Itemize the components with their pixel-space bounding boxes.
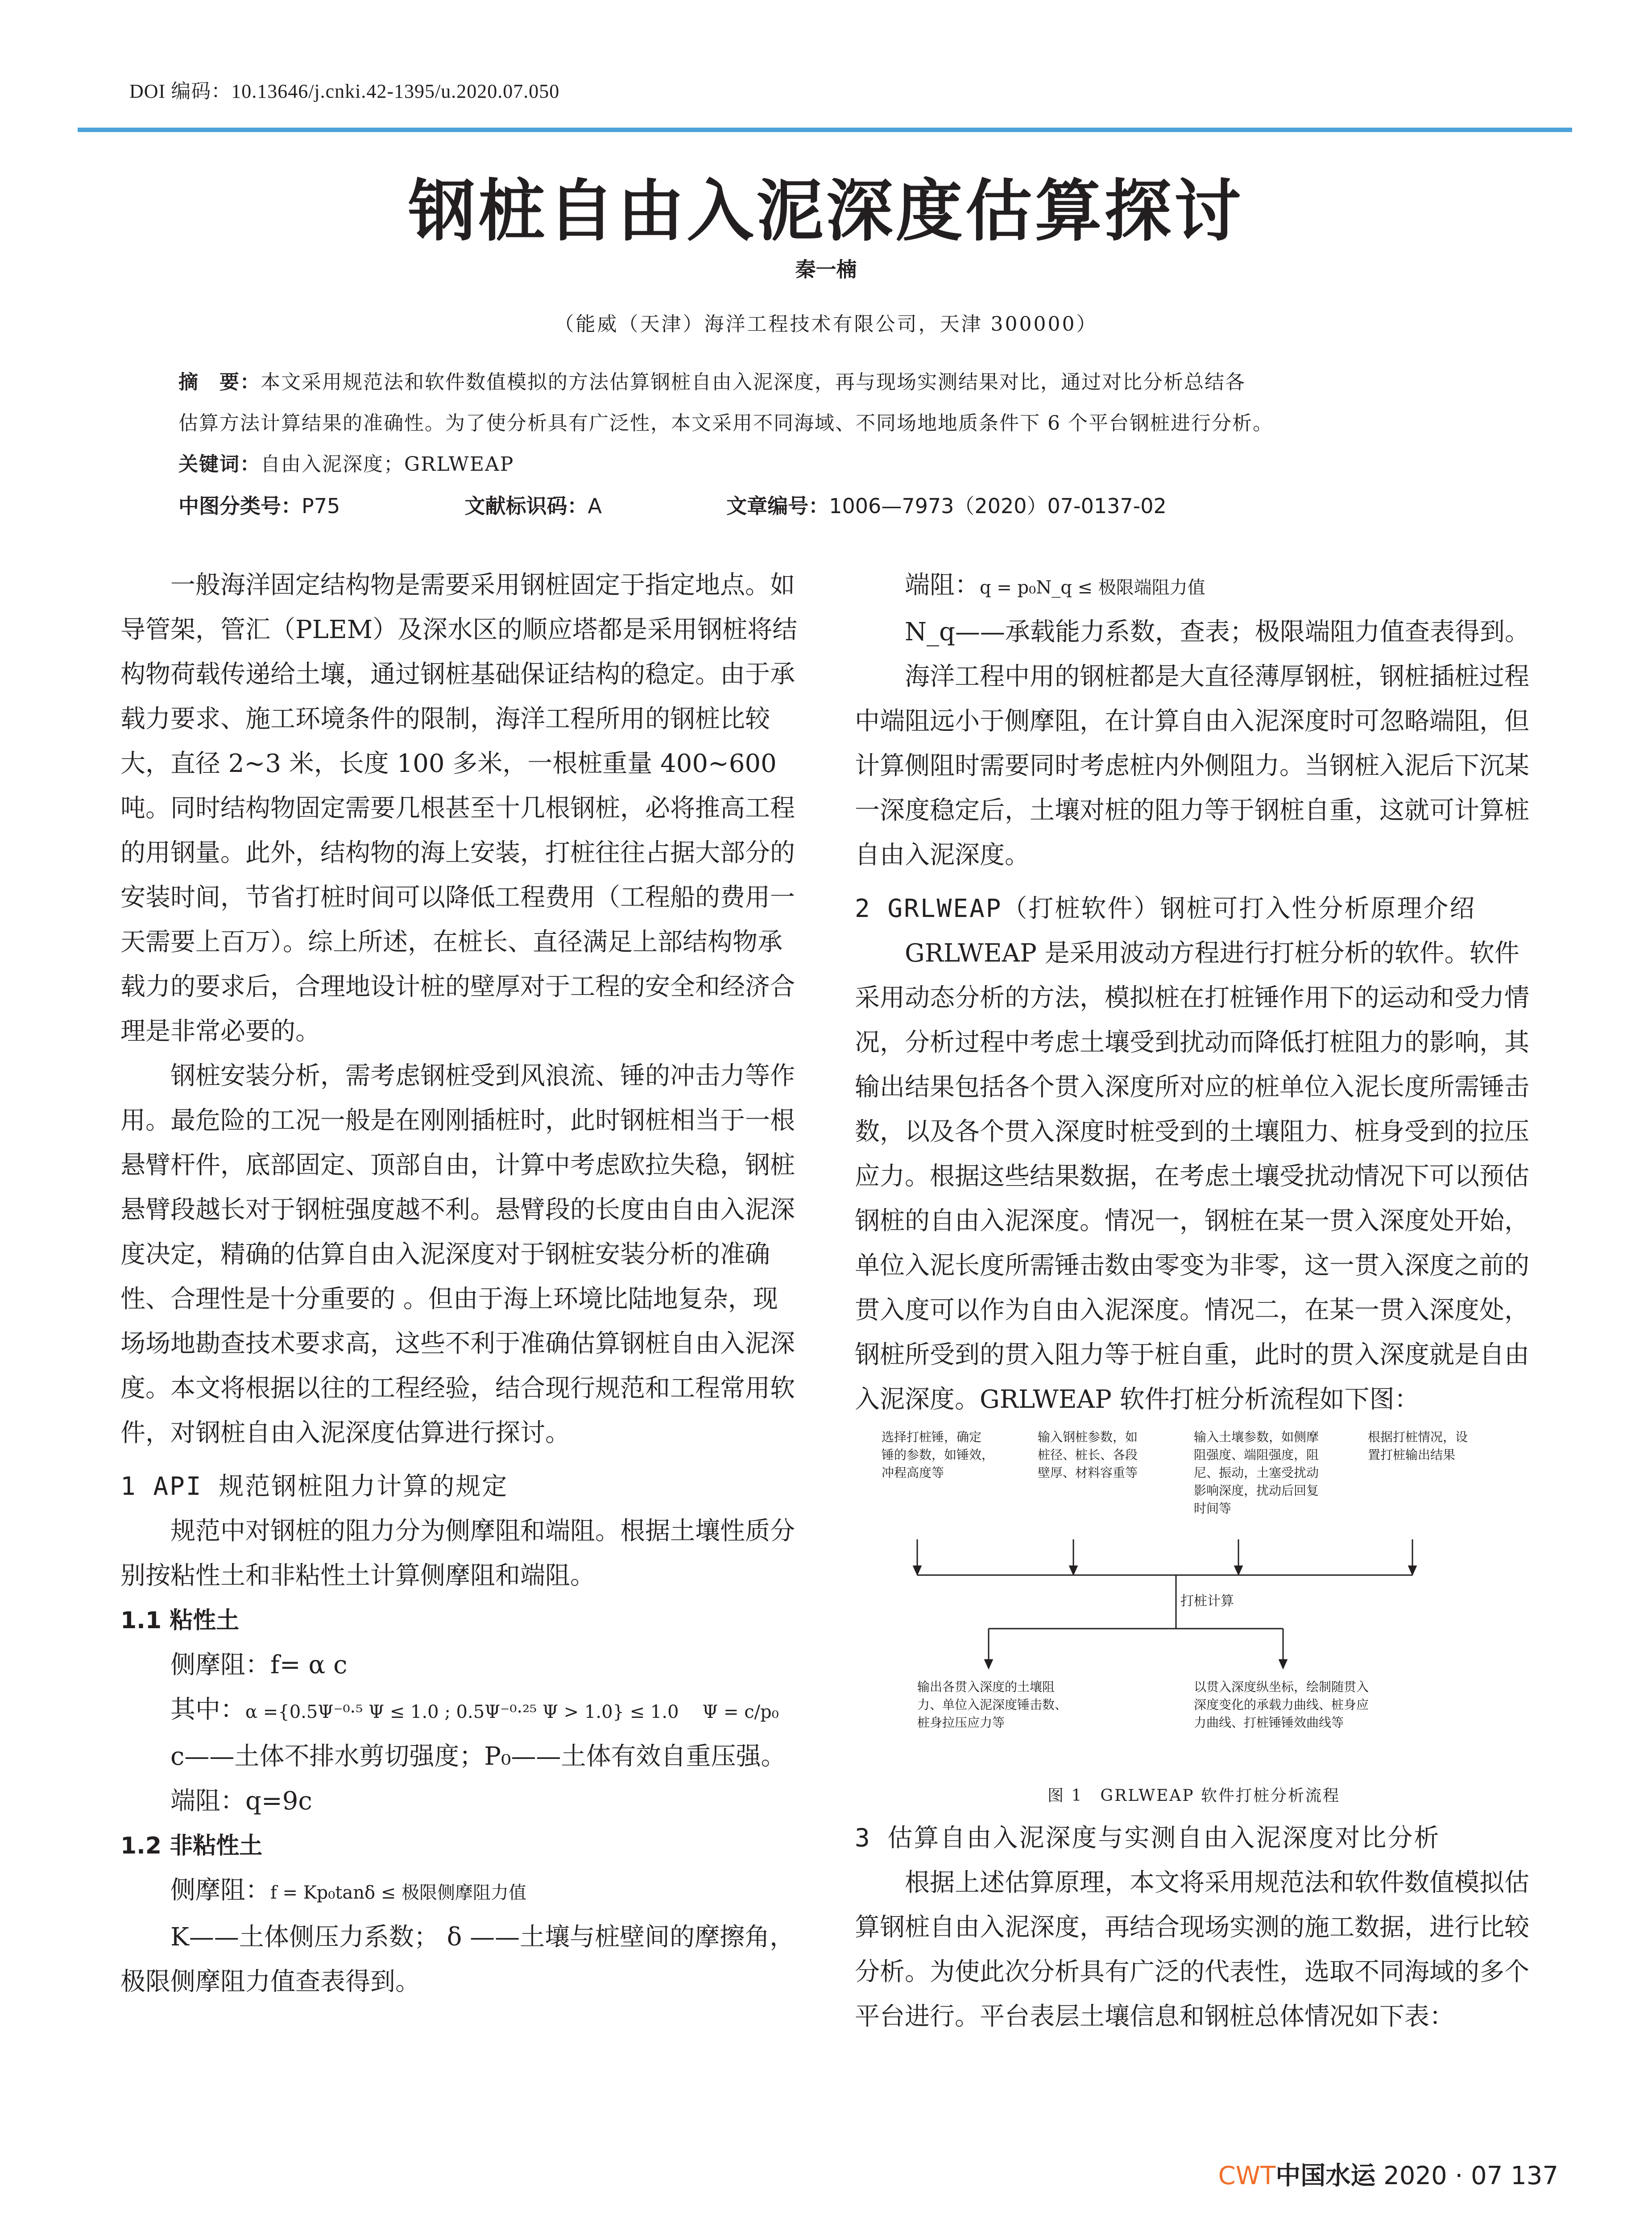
paragraph-comparison: 根据上述估算原理，本文将采用规范法和软件数值模拟估算钢桩自由入泥深度，再结合现场实测的施工数据，进行比较分析。为使此次分析具有广泛的代表性，选取不同海域的多个平台进行。平台表层土壤信息和钢桩总体情况如下表： [855, 1868, 1529, 2031]
flow-arrowhead-out-1 [985, 1660, 992, 1668]
keywords [178, 448, 514, 477]
abstract-line-1 [178, 366, 1246, 394]
doc-label: 文献标识码： [464, 494, 588, 518]
affiliation: （能威（天津）海洋工程技术有限公司，天津 300000） [554, 313, 1098, 336]
paper-title: 钢桩自由入泥深度估算探讨 [408, 172, 1244, 250]
abstract-line-2: 估算方法计算结果的准确性。为了使分析具有广泛性，本文采用不同海域、不同场地地质条件下 6 个平台钢桩进行分析。 [178, 412, 1273, 435]
flow-box-hammer: 选择打桩锤，确定锤的参数，如锤效，冲程高度等 [882, 1430, 994, 1480]
c-definition: c——土体不排水剪切强度；P₀——土体有效自重压强。 [170, 1742, 786, 1771]
nq-definition: N_q——承载能力系数，查表；极限端阻力值查表得到。 [905, 618, 1530, 647]
subsection-cohesionless: 1.2 非粘性土 [120, 1833, 263, 1859]
paragraph-intro: 一般海洋固定结构物是需要采用钢桩固定于指定地点。如导管架，管汇（PLEM）及深水区的顺应塔都是采用钢桩将结构物荷载传递给土壤，通过钢桩基础保证结构的稳定。由于承载力要求、施工环境条件的限制，海洋工程所用的钢桩比较大，直径 2~3 米，长度 100 多米，一根桩重量 400~600 吨。同时结构物固定需要几根甚至十几根钢桩，必将推高工程的用钢量。此外，结构物的海上安装，打桩往往占据大部分的安装时间，节省打桩时间可以降低工程费用（工程船的费用一天需要上百万）。综上所述，在桩长、直径满足上部结构物承载力的要求后，合理地设计桩的壁厚对于工程的安全和经济合理是非常必要的。 [120, 571, 798, 1046]
where-formula [120, 1688, 799, 1734]
flow-arrowhead-1 [914, 1566, 921, 1574]
grlweap-flowchart [855, 1419, 1533, 1776]
subsection-cohesive: 1.1 粘性土 [120, 1607, 240, 1634]
side2-formula: f = Kp₀tanδ ≤ 极限侧摩阻力值 [270, 1883, 526, 1903]
flow-arrowhead-out-2 [1279, 1660, 1287, 1668]
article-no-value: 1006—7973（2020）07-0137-02 [829, 494, 1167, 518]
flow-output-soil-resistance: 输出各贯入深度的土壤阻力、单位入泥深度锤击数、桩身拉压应力等 [917, 1679, 1068, 1730]
abstract-label: 摘 要： [178, 371, 261, 394]
paragraph-steel-pile: 海洋工程中用的钢桩都是大直径薄厚钢桩，钢桩插桩过程中端阻远小于侧摩阻，在计算自由入泥深度时可忽略端阻，但计算侧阻时需要同时考虑桩内外侧阻力。当钢桩入泥后下沉某一深度稳定后，土壤对桩的阻力等于钢桩自重，这就可计算桩自由入泥深度。 [855, 662, 1529, 870]
section-heading-grlweap: 2 GRLWEAP（打桩软件）钢桩可打入性分析原理介绍 [855, 894, 1476, 923]
k-definition: K——土体侧压力系数； δ ——土壤与桩壁间的摩擦角，极限侧摩阻力值查表得到。 [120, 1923, 795, 1996]
right-column-bottom [855, 1816, 1533, 2039]
where-label: 其中： [170, 1695, 245, 1724]
keywords-text: 自由入泥深度；GRLWEAP [261, 453, 514, 476]
end2-label: 端阻： [905, 571, 980, 600]
footer-issue: 2020 · 07 [1383, 2161, 1503, 2190]
clc-label: 中图分类号： [178, 494, 302, 518]
flow-box-pile: 输入钢桩参数，如桩径、桩长、各段壁厚、材料容重等 [1038, 1430, 1138, 1480]
end-bearing-cohesionless [855, 563, 1533, 610]
header-rule [78, 128, 1572, 132]
section-heading-api: 1 API 规范钢桩阻力计算的规定 [120, 1472, 509, 1501]
alpha-formula: α ={0.5Ψ⁻⁰·⁵ Ψ ≤ 1.0 ; 0.5Ψ⁻⁰·²⁵ Ψ > 1.0} ≤ 1.0 Ψ = c/p₀ [245, 1702, 779, 1722]
flow-box-output: 根据打桩情况，设置打桩输出结果 [1368, 1430, 1468, 1462]
flow-center-label: 打桩计算 [1180, 1593, 1234, 1609]
footer-page-number: 137 [1511, 2161, 1558, 2190]
author: 秦一楠 [795, 257, 857, 282]
doc-value: A [588, 494, 602, 518]
end2-formula: q = p₀N_q ≤ 极限端阻力值 [980, 577, 1205, 598]
article-no-label: 文章编号： [726, 494, 829, 518]
footer-journal-name: 中国水运 [1275, 2161, 1376, 2190]
flow-arrowhead-2 [1070, 1566, 1077, 1574]
footer-cwt-logo: CWT [1218, 2161, 1276, 2190]
paragraph-api: 规范中对钢桩的阻力分为侧摩阻和端阻。根据土壤性质分别按粘性土和非粘性土计算侧摩阻和端阻。 [120, 1517, 795, 1590]
side-friction-cohesive: 侧摩阻：f= α c [170, 1650, 348, 1679]
section-heading-comparison: 3 估算自由入泥深度与实测自由入泥深度对比分析 [855, 1824, 1441, 1853]
doi-line: DOI 编码：10.13646/j.cnki.42-1395/u.2020.07.050 [129, 80, 560, 102]
end-bearing-cohesive: 端阻：q=9c [170, 1787, 312, 1816]
figure-caption: 图 1 GRLWEAP 软件打桩分析流程 [1048, 1787, 1340, 1805]
side-friction-cohesionless [120, 1868, 799, 1915]
keywords-label: 关键词： [178, 453, 261, 476]
paragraph-installation: 钢桩安装分析，需考虑钢桩受到风浪流、锤的冲击力等作用。最危险的工况一般是在刚刚插桩时，此时钢桩相当于一根悬臂杆件，底部固定、顶部自由，计算中考虑欧拉失稳，钢桩悬臂段越长对于钢桩强度越不利。悬臂段的长度由自由入泥深度决定，精确的估算自由入泥深度对于钢桩安装分析的准确性、合理性是十分重要的 。但由于海上环境比陆地复杂，现场场地勘查技术要求高，这些不利于准确估算钢桩自由入泥深度。本文将根据以往的工程经验，结合现行规范和工程常用软件，对钢桩自由入泥深度估算进行探讨。 [120, 1062, 795, 1447]
side2-label: 侧摩阻： [170, 1876, 270, 1905]
flow-arrowhead-3 [1235, 1566, 1242, 1574]
left-column [120, 563, 799, 2004]
right-column-top [855, 563, 1533, 1422]
page-footer [1218, 2156, 1558, 2192]
classification-line [178, 490, 1167, 519]
clc-value: P75 [302, 494, 340, 518]
flow-box-soil: 输入土壤参数，如侧摩阻强度、端阻强度，阻尼、振动，土塞受扰动影响深度，扰动后回复时间等 [1194, 1430, 1319, 1516]
paragraph-grlweap: GRLWEAP 是采用波动方程进行打桩分析的软件。软件采用动态分析的方法，模拟桩在打桩锤作用下的运动和受力情况，分析过程中考虑土壤受到扰动而降低打桩阻力的影响，其输出结果包括各个贯入深度所对应的桩单位入泥长度所需锤击数，以及各个贯入深度时桩受到的土壤阻力、桩身受到的拉压应力。根据这些结果数据，在考虑土壤受扰动情况下可以预估钢桩的自由入泥深度。情况一，钢桩在某一贯入深度处开始，单位入泥长度所需锤击数由零变为非零，这一贯入深度之前的贯入度可以作为自由入泥深度。情况二，在某一贯入深度处，钢桩所受到的贯入阻力等于桩自重，此时的贯入深度就是自由入泥深度。GRLWEAP 软件打桩分析流程如下图： [855, 939, 1529, 1414]
flow-output-curves: 以贯入深度纵坐标，绘制随贯入深度变化的承载力曲线、桩身应力曲线、打桩锤锤效曲线等 [1194, 1679, 1369, 1730]
abstract-text-1: 本文采用规范法和软件数值模拟的方法估算钢桩自由入泥深度，再与现场实测结果对比，通过对比分析总结各 [261, 371, 1246, 394]
flow-arrowhead-4 [1409, 1566, 1416, 1574]
